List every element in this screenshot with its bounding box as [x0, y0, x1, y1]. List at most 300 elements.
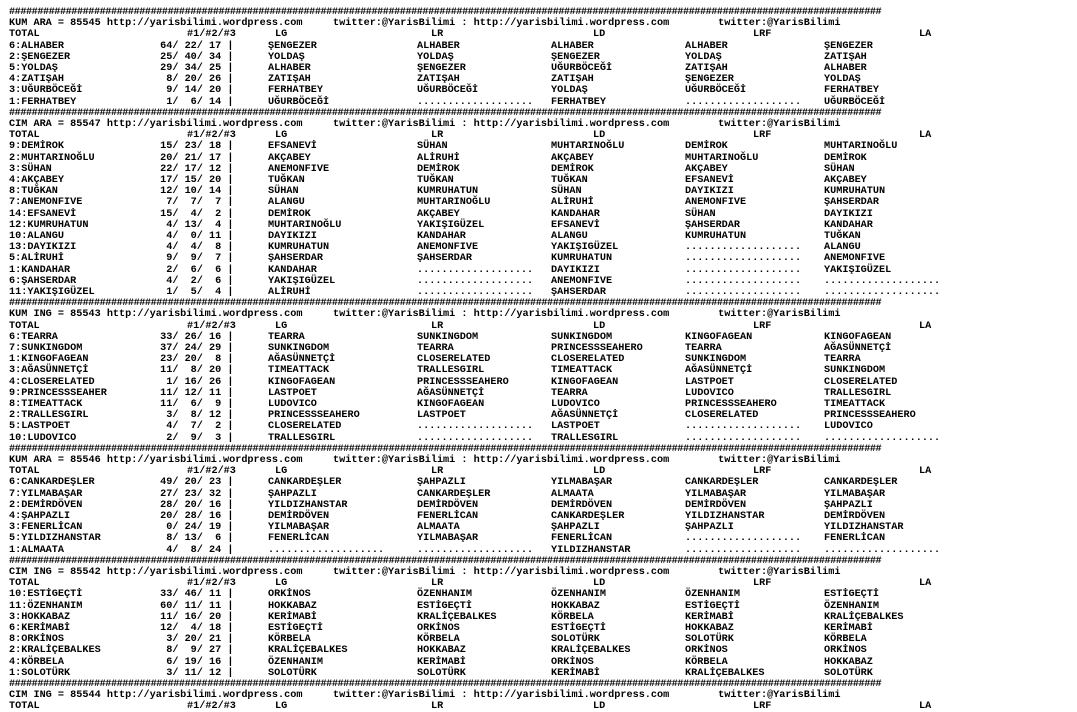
score-value: ÖZENHANIM [685, 589, 741, 601]
placing-counts: 7/ 7/ 7 | [154, 197, 234, 209]
score-value: KUMRUHATUN [824, 186, 886, 198]
horse-total-name: 2:TRALLESGIRL [9, 410, 89, 422]
score-value: HOKKABAZ [551, 600, 600, 612]
placing-counts: 23/ 20/ 8 | [154, 354, 234, 366]
column-header: LD [593, 130, 606, 142]
placing-counts: 15/ 23/ 18 | [154, 141, 234, 153]
horse-total-name: 6:ŞAHSERDAR [9, 275, 77, 287]
score-value: ................... [685, 287, 802, 298]
block-header: CIM ING = 85542 http://yarisbilimi.wordpress.com twitter:@YarisBilimi : http://yarisbilimi.wordpress.com twitter:@YarisBilimi [9, 567, 841, 578]
score-value: ................... [417, 264, 534, 276]
score-value: ORKİNOS [551, 656, 594, 668]
score-value: SÜHAN [551, 186, 582, 198]
score-value: ŞENGEZER [268, 40, 317, 52]
score-value: CLOSERELATED [824, 376, 898, 388]
horse-total-name: 8:ORKİNOS [9, 634, 65, 646]
horse-total-name: 2:DEMİRDÖVEN [9, 499, 83, 511]
score-value: ANEMONFIVE [824, 253, 886, 265]
placing-counts: 60/ 11/ 11 | [154, 600, 234, 612]
score-value: AKÇABEY [824, 175, 867, 186]
score-value: ................... [417, 432, 534, 444]
column-header: LR [431, 701, 444, 712]
score-value: ESTİGEÇTİ [824, 589, 880, 601]
score-value: ALİRUHİ [551, 197, 594, 209]
score-value: ORKİNOS [824, 645, 867, 657]
score-value: YOLDAŞ [824, 74, 861, 86]
score-value: ALİRUHİ [417, 152, 460, 164]
horse-total-name: 1:ALMAATA [9, 544, 65, 556]
score-value: CLOSERELATED [417, 354, 491, 366]
score-value: ................... [685, 421, 802, 433]
score-value: ................... [417, 287, 534, 298]
score-value: ANEMONFIVE [685, 197, 747, 209]
score-value: ALHABER [824, 63, 867, 74]
score-value: AKÇABEY [551, 152, 594, 164]
score-value: ................... [685, 242, 802, 254]
score-value: CANKARDEŞLER [417, 488, 491, 500]
score-value: YILMABAŞAR [824, 488, 886, 500]
score-value: SUNKINGDOM [824, 365, 886, 377]
score-value: ŞAHPAZLI [268, 488, 317, 500]
score-value: YILDIZHANSTAR [551, 544, 631, 556]
score-value: ................... [417, 275, 534, 287]
score-value: ŞAHPAZLI [551, 522, 600, 534]
horse-total-name: 1:KINGOFAGEAN [9, 354, 89, 366]
score-value: TRALLESGIRL [417, 365, 485, 377]
score-value: KUMRUHATUN [551, 253, 613, 265]
score-value: FERHATBEY [551, 96, 607, 108]
score-value: ALHABER [417, 40, 460, 52]
placing-counts: 15/ 4/ 2 | [154, 208, 234, 220]
score-value: DAYIKIZI [685, 186, 734, 198]
placing-counts: 8/ 9/ 27 | [154, 645, 234, 657]
score-value: AĞASÜNNETÇİ [417, 387, 485, 399]
score-value: CANKARDEŞLER [268, 477, 342, 489]
score-value: KANDAHAR [268, 264, 317, 276]
score-value: ZATIŞAH [268, 74, 311, 86]
score-value: LASTPOET [685, 376, 734, 388]
column-header: #1/#2/#3 [187, 578, 236, 590]
score-value: YAKIŞIGÜZEL [268, 275, 336, 287]
placing-counts: 1/ 16/ 26 | [154, 376, 234, 388]
score-value: ANEMONFIVE [268, 163, 330, 175]
horse-total-name: 3:UĞURBÖCEĞİ [9, 85, 83, 97]
score-value: YAKIŞIGÜZEL [824, 264, 892, 276]
column-header: LA [919, 29, 932, 41]
score-value: LUDOVICO [824, 421, 873, 433]
score-value: KINGOFAGEAN [268, 376, 336, 388]
score-value: ZATIŞAH [417, 74, 460, 86]
score-value: ................... [824, 287, 941, 298]
column-header: LD [593, 29, 606, 41]
horse-total-name: 1:SOLOTÜRK [9, 667, 71, 679]
placing-counts: 2/ 9/ 3 | [154, 432, 234, 444]
score-value: YILMABAŞAR [685, 488, 747, 500]
score-value: KERİMABİ [685, 611, 734, 623]
score-value: SÜHAN [685, 208, 716, 220]
horse-total-name: 2:MUHTARINOĞLU [9, 152, 95, 164]
score-value: DEMİRDÖVEN [685, 499, 747, 511]
placing-counts: 4/ 4/ 8 | [154, 242, 234, 254]
score-value: ESTİGEÇTİ [685, 600, 741, 612]
score-value: ŞAHPAZLI [824, 499, 873, 511]
score-value: KANDAHAR [824, 219, 873, 231]
horse-total-name: 4:AKÇABEY [9, 175, 65, 186]
score-value: DEMİRDÖVEN [551, 499, 613, 511]
column-header: LA [919, 130, 932, 142]
score-value: UĞURBÖCEĞİ [417, 85, 479, 97]
score-value: DAYIKIZI [268, 231, 317, 242]
placing-counts: 64/ 22/ 17 | [154, 40, 234, 52]
score-value: LASTPOET [417, 410, 466, 422]
score-value: SOLOTÜRK [551, 634, 600, 646]
horse-total-name: 3:AĞASÜNNETÇİ [9, 365, 89, 377]
placing-counts: 33/ 26/ 16 | [154, 331, 234, 343]
score-value: ALHABER [685, 40, 728, 52]
column-header: LD [593, 320, 606, 332]
separator-line: ########################################################################################################################################################## [9, 679, 882, 690]
column-header: TOTAL [9, 29, 40, 41]
score-value: YILMABAŞAR [268, 522, 330, 534]
separator-line: ########################################################################################################################################################## [9, 298, 882, 310]
score-value: SOLOTÜRK [417, 667, 466, 679]
score-value: LASTPOET [268, 387, 317, 399]
score-value: TIMEATTACK [551, 365, 613, 377]
placing-counts: 11/ 8/ 20 | [154, 365, 234, 377]
block-header: CIM ING = 85544 http://yarisbilimi.wordpress.com twitter:@YarisBilimi : http://yarisbilimi.wordpress.com twitter:@YarisBilimi [9, 690, 841, 702]
score-value: KERİMABİ [417, 656, 466, 668]
placing-counts: 25/ 40/ 34 | [154, 51, 234, 63]
score-value: TEARRA [417, 343, 454, 354]
horse-total-name: 6:ALHABER [9, 40, 65, 52]
score-value: ALANGU [824, 242, 861, 254]
column-header: LRF [753, 130, 772, 142]
score-value: TEARRA [685, 343, 722, 354]
score-value: ALHABER [551, 40, 594, 52]
score-value: SUNKINGDOM [685, 354, 747, 366]
score-value: TUĞKAN [551, 175, 588, 186]
horse-total-name: 6:CANKARDEŞLER [9, 477, 95, 489]
placing-counts: 17/ 15/ 20 | [154, 175, 234, 186]
score-value: KÖRBELA [417, 634, 460, 646]
placing-counts: 11/ 6/ 9 | [154, 399, 234, 410]
score-value: ALİRUHİ [268, 287, 311, 298]
column-header: LD [593, 578, 606, 590]
score-value: ZATIŞAH [551, 74, 594, 86]
score-value: TRALLESGIRL [551, 432, 619, 444]
score-value: KINGOFAGEAN [551, 376, 619, 388]
score-value: YILMABAŞAR [417, 533, 479, 545]
score-value: ................... [685, 275, 802, 287]
score-value: ................... [268, 544, 385, 556]
column-header: LA [919, 466, 932, 478]
horse-total-name: 5:YOLDAŞ [9, 63, 58, 74]
horse-total-name: 12:KUMRUHATUN [9, 219, 89, 231]
column-header: LG [275, 130, 288, 142]
column-header: LG [275, 466, 288, 478]
score-value: KINGOFAGEAN [417, 399, 485, 410]
horse-total-name: 5:ALİRUHİ [9, 253, 65, 265]
score-value: ................... [685, 264, 802, 276]
separator-line: ########################################################################################################################################################## [9, 7, 882, 18]
score-value: HOKKABAZ [685, 623, 734, 634]
score-value: UĞURBÖCEĞİ [551, 63, 613, 74]
horse-total-name: 10:LUDOVICO [9, 432, 77, 444]
score-value: ŞAHPAZLI [417, 477, 466, 489]
score-value: TEARRA [824, 354, 861, 366]
placing-counts: 3/ 8/ 12 | [154, 410, 234, 422]
column-header: #1/#2/#3 [187, 320, 236, 332]
score-value: KUMRUHATUN [417, 186, 479, 198]
score-value: KINGOFAGEAN [685, 331, 753, 343]
separator-line: ########################################################################################################################################################## [9, 443, 882, 455]
horse-total-name: 3:FENERLİCAN [9, 522, 83, 534]
score-value: ESTİGEÇTİ [417, 600, 473, 612]
placing-counts: 4/ 2/ 6 | [154, 275, 234, 287]
score-value: UĞURBÖCEĞİ [268, 96, 330, 108]
horse-total-name: 6:KERİMABİ [9, 623, 71, 634]
placing-counts: 8/ 13/ 6 | [154, 533, 234, 545]
score-value: YAKIŞIGÜZEL [417, 219, 485, 231]
block-header: KUM ING = 85543 http://yarisbilimi.wordpress.com twitter:@YarisBilimi : http://yarisbilimi.wordpress.com twitter:@YarisBilimi [9, 309, 841, 321]
score-value: ÖZENHANIM [824, 600, 880, 612]
column-header: LD [593, 701, 606, 712]
score-value: YOLDAŞ [417, 51, 454, 63]
horse-total-name: 5:LASTPOET [9, 421, 71, 433]
horse-total-name: 14:EFSANEVİ [9, 208, 77, 220]
score-value: CLOSERELATED [685, 410, 759, 422]
score-value: ................... [417, 544, 534, 556]
score-value: SOLOTÜRK [268, 667, 317, 679]
column-header: LR [431, 29, 444, 41]
score-value: DEMİROK [551, 163, 594, 175]
score-value: TUĞKAN [268, 175, 305, 186]
column-header: LG [275, 578, 288, 590]
score-value: KANDAHAR [551, 208, 600, 220]
placing-counts: 28/ 20/ 16 | [154, 499, 234, 511]
score-value: KRALİÇEBALKES [824, 611, 904, 623]
score-value: ALANGU [268, 197, 305, 209]
horse-total-name: 7:ANEMONFIVE [9, 197, 83, 209]
score-value: YOLDAŞ [551, 85, 588, 97]
score-value: LASTPOET [551, 421, 600, 433]
horse-total-name: 8:TUĞKAN [9, 186, 58, 198]
score-value: AKÇABEY [268, 152, 311, 164]
score-value: ŞENGEZER [685, 74, 734, 86]
score-value: SOLOTÜRK [685, 634, 734, 646]
column-header: TOTAL [9, 130, 40, 142]
score-value: PRINCESSSEAHERO [824, 410, 916, 422]
column-header: #1/#2/#3 [187, 130, 236, 142]
horse-total-name: 11:YAKIŞIGÜZEL [9, 287, 95, 298]
score-value: YOLDAŞ [685, 51, 722, 63]
score-value: ................... [685, 544, 802, 556]
score-value: ................... [685, 253, 802, 265]
score-value: DEMİROK [268, 208, 311, 220]
score-value: ESTİGEÇTİ [268, 623, 324, 634]
score-value: TRALLESGIRL [268, 432, 336, 444]
score-value: LUDOVICO [268, 399, 317, 410]
column-header: LG [275, 320, 288, 332]
score-value: KÖRBELA [551, 611, 594, 623]
block-header: KUM ARA = 85545 http://yarisbilimi.wordpress.com twitter:@YarisBilimi : http://yarisbilimi.wordpress.com twitter:@YarisBilimi [9, 18, 841, 30]
placing-counts: 27/ 23/ 32 | [154, 488, 234, 500]
score-value: ŞAHSERDAR [417, 253, 473, 265]
score-value: AĞASÜNNETÇİ [824, 343, 892, 354]
placing-counts: 12/ 4/ 18 | [154, 623, 234, 634]
horse-total-name: 9:PRINCESSSEAHER [9, 387, 107, 399]
score-value: YILDIZHANSTAR [685, 511, 765, 522]
score-value: CLOSERELATED [268, 421, 342, 433]
score-value: ÖZENHANIM [268, 656, 324, 668]
score-value: ................... [824, 544, 941, 556]
placing-counts: 2/ 6/ 6 | [154, 264, 234, 276]
placing-counts: 11/ 12/ 11 | [154, 387, 234, 399]
score-value: MUHTARINOĞLU [551, 141, 625, 153]
column-header: LG [275, 701, 288, 712]
score-value: FERHATBEY [824, 85, 880, 97]
placing-counts: 1/ 5/ 4 | [154, 287, 234, 298]
placing-counts: 8/ 20/ 26 | [154, 74, 234, 86]
score-value: SÜHAN [824, 163, 855, 175]
score-value: DEMİROK [417, 163, 460, 175]
score-value: KINGOFAGEAN [824, 331, 892, 343]
column-header: LA [919, 320, 932, 332]
horse-total-name: 4:ŞAHPAZLI [9, 511, 71, 522]
score-value: FENERLİCAN [551, 533, 613, 545]
horse-total-name: 3:SÜHAN [9, 163, 52, 175]
placing-counts: 0/ 24/ 19 | [154, 522, 234, 534]
horse-total-name: 6:TEARRA [9, 331, 58, 343]
score-value: KANDAHAR [417, 231, 466, 242]
score-value: LUDOVICO [685, 387, 734, 399]
score-value: SUNKINGDOM [268, 343, 330, 354]
score-value: ................... [417, 421, 534, 433]
score-value: AKÇABEY [417, 208, 460, 220]
score-value: SOLOTÜRK [824, 667, 873, 679]
placing-counts: 4/ 7/ 2 | [154, 421, 234, 433]
score-value: KRALİÇEBALKES [417, 611, 497, 623]
score-value: ŞENGEZER [824, 40, 873, 52]
score-value: ALHABER [268, 63, 311, 74]
placing-counts: 4/ 0/ 11 | [154, 231, 234, 242]
score-value: ................... [685, 432, 802, 444]
block-header: KUM ARA = 85546 http://yarisbilimi.wordpress.com twitter:@YarisBilimi : http://yarisbilimi.wordpress.com twitter:@YarisBilimi [9, 455, 841, 466]
score-value: YILMABAŞAR [551, 477, 613, 489]
horse-total-name: 13:DAYIKIZI [9, 242, 77, 254]
score-value: ZATIŞAH [685, 63, 728, 74]
score-value: CANKARDEŞLER [685, 477, 759, 489]
score-value: ORKİNOS [685, 645, 728, 657]
score-value: AĞASÜNNETÇİ [551, 410, 619, 422]
column-header: LRF [753, 29, 772, 41]
placing-counts: 29/ 34/ 25 | [154, 63, 234, 74]
placing-counts: 4/ 13/ 4 | [154, 219, 234, 231]
score-value: EFSANEVİ [685, 175, 734, 186]
placing-counts: 49/ 20/ 23 | [154, 477, 234, 489]
score-value: ŞAHSERDAR [685, 219, 741, 231]
score-value: AĞASÜNNETÇİ [685, 365, 753, 377]
placing-counts: 20/ 28/ 16 | [154, 511, 234, 522]
score-value: PRINCESSSEAHERO [685, 399, 777, 410]
horse-total-name: 8:TIMEATTACK [9, 399, 83, 410]
column-header: TOTAL [9, 578, 40, 590]
horse-total-name: 9:DEMİROK [9, 141, 65, 153]
placing-counts: 33/ 46/ 11 | [154, 589, 234, 601]
score-value: TUĞKAN [824, 231, 861, 242]
score-value: FENERLİCAN [417, 511, 479, 522]
score-value: ANEMONFIVE [417, 242, 479, 254]
score-value: ................... [685, 533, 802, 545]
column-header: LRF [753, 466, 772, 478]
score-value: MUHTARINOĞLU [417, 197, 491, 209]
horse-total-name: 3:HOKKABAZ [9, 611, 71, 623]
score-value: ................... [417, 96, 534, 108]
score-value: ................... [824, 275, 941, 287]
placing-counts: 22/ 17/ 12 | [154, 163, 234, 175]
score-value: SÜHAN [268, 186, 299, 198]
horse-total-name: 1:KANDAHAR [9, 264, 71, 276]
score-value: KÖRBELA [824, 634, 867, 646]
score-value: PRINCESSSEAHERO [268, 410, 360, 422]
score-value: KÖRBELA [685, 656, 728, 668]
score-value: TUĞKAN [417, 175, 454, 186]
score-value: DEMİRDÖVEN [824, 511, 886, 522]
score-value: AĞASÜNNETÇİ [268, 354, 336, 366]
horse-total-name: 10:ALANGU [9, 231, 65, 242]
separator-line: ########################################################################################################################################################## [9, 555, 882, 567]
placing-counts: 11/ 16/ 20 | [154, 611, 234, 623]
score-value: ŞAHSERDAR [824, 197, 880, 209]
score-value: MUHTARINOĞLU [824, 141, 898, 153]
horse-total-name: 10:ESTİGEÇTİ [9, 589, 83, 601]
column-header: #1/#2/#3 [187, 29, 236, 41]
placing-counts: 9/ 9/ 7 | [154, 253, 234, 265]
score-value: YOLDAŞ [268, 51, 305, 63]
horse-total-name: 7:SUNKINGDOM [9, 343, 83, 354]
score-value: KRALİÇEBALKES [268, 645, 348, 657]
score-value: ORKİNOS [417, 623, 460, 634]
score-value: ZATIŞAH [824, 51, 867, 63]
score-value: CLOSERELATED [551, 354, 625, 366]
column-header: TOTAL [9, 701, 40, 712]
score-value: FENERLİCAN [824, 533, 886, 545]
score-value: UĞURBÖCEĞİ [824, 96, 886, 108]
column-header: #1/#2/#3 [187, 701, 236, 712]
score-value: SÜHAN [417, 141, 448, 153]
score-value: PRINCESSSEAHERO [417, 376, 509, 388]
score-value: HOKKABAZ [417, 645, 466, 657]
separator-line: ########################################################################################################################################################## [9, 107, 882, 119]
score-value: TIMEATTACK [824, 399, 886, 410]
horse-total-name: 7:YILMABAŞAR [9, 488, 83, 500]
score-value: KERİMABİ [824, 623, 873, 634]
score-value: ŞENGEZER [551, 51, 600, 63]
score-value: ................... [824, 432, 941, 444]
column-header: TOTAL [9, 466, 40, 478]
score-value: UĞURBÖCEĞİ [685, 85, 747, 97]
score-value: AKÇABEY [685, 163, 728, 175]
score-value: ÖZENHANIM [417, 589, 473, 601]
score-value: SUNKINGDOM [417, 331, 479, 343]
placing-counts: 20/ 21/ 17 | [154, 152, 234, 164]
score-value: KERİMABİ [551, 667, 600, 679]
placing-counts: 3/ 11/ 12 | [154, 667, 234, 679]
horse-total-name: 4:CLOSERELATED [9, 376, 95, 388]
column-header: LA [919, 578, 932, 590]
score-value: ESTİGEÇTİ [551, 623, 607, 634]
score-value: DEMİRDÖVEN [417, 499, 479, 511]
